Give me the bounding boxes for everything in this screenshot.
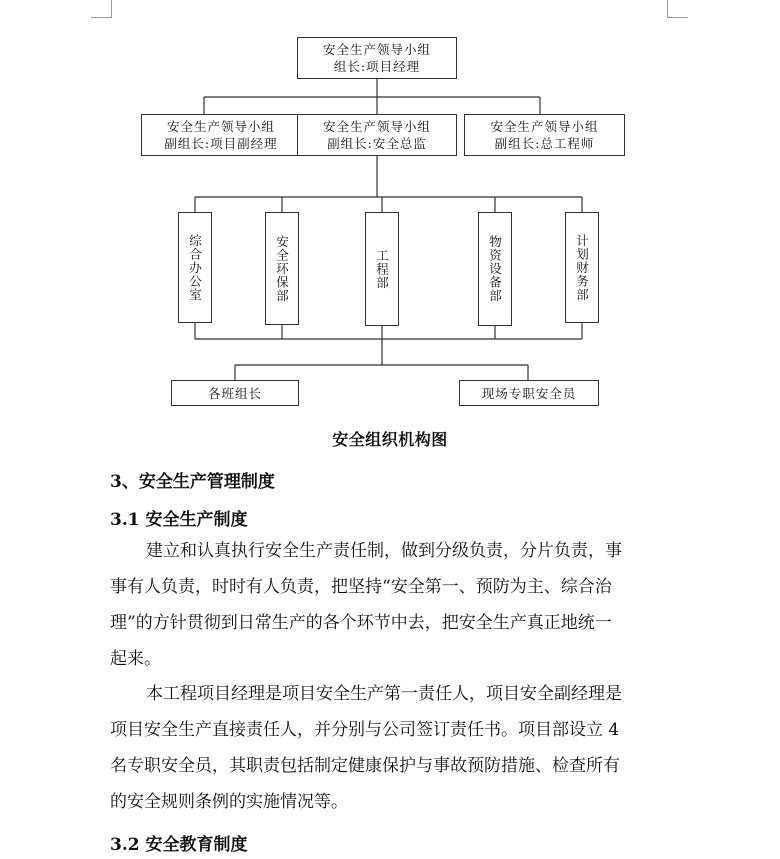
dept-box-4 bbox=[478, 212, 512, 326]
paragraph-2 bbox=[110, 676, 666, 820]
dept-box-2 bbox=[265, 212, 299, 325]
dept-2-label: 安全环保部 bbox=[274, 234, 290, 303]
dept-5-label: 计划财务部 bbox=[574, 233, 590, 302]
section-3-1-heading: 3.1 安全生产制度 bbox=[110, 510, 248, 530]
team-leaders-box bbox=[171, 380, 299, 406]
paragraph-2-line: 项目安全生产直接责任人，并分别与公司签订责任书。项目部设立 4 bbox=[110, 720, 620, 740]
paragraph-1 bbox=[110, 533, 666, 677]
safety-officer-box bbox=[459, 380, 599, 406]
dept-3-label: 工程部 bbox=[374, 248, 390, 290]
deputy-2-line1: 安全生产领导小组 bbox=[322, 119, 431, 134]
deputy-1-line1: 安全生产领导小组 bbox=[166, 119, 275, 134]
paragraph-1-line: 起来。 bbox=[110, 649, 161, 669]
paragraph-2-line: 本工程项目经理是项目安全生产第一责任人，项目安全副经理是 bbox=[146, 684, 622, 704]
dept-1-label: 综合办公室 bbox=[187, 233, 203, 302]
paragraph-1-line: 事有人负责，时时有人负责，把坚持“安全第一、预防为主、综合治 bbox=[110, 577, 612, 597]
leader-line2: 组长:项目经理 bbox=[333, 59, 421, 74]
deputy-3-line2: 副组长:总工程师 bbox=[494, 136, 595, 151]
paragraph-1-line: 建立和认真执行安全生产责任制，做到分级负责，分片负责，事 bbox=[146, 541, 622, 561]
paragraph-2-line: 名专职安全员，其职责包括制定健康保护与事故预防措施、检查所有 bbox=[110, 756, 620, 776]
section-3-2-heading: 3.2 安全教育制度 bbox=[110, 835, 248, 855]
paragraph-2-line: 的安全规则条例的实施情况等。 bbox=[110, 792, 348, 812]
deputy-3-line1: 安全生产领导小组 bbox=[490, 119, 599, 134]
dept-box-5 bbox=[565, 212, 599, 323]
deputy-2-line2: 副组长:安全总监 bbox=[327, 136, 427, 151]
safety-officer-label: 现场专职安全员 bbox=[481, 385, 577, 401]
deputy-box-2 bbox=[297, 114, 457, 156]
org-chart bbox=[0, 0, 780, 420]
deputy-box-3 bbox=[464, 114, 625, 156]
leader-box bbox=[297, 37, 457, 79]
section-3-heading: 3、安全生产管理制度 bbox=[110, 472, 275, 492]
team-leaders-label: 各班组长 bbox=[207, 385, 262, 401]
figure-caption: 安全组织机构图 bbox=[332, 430, 448, 449]
dept-4-label: 物资设备部 bbox=[487, 235, 503, 303]
dept-box-3 bbox=[365, 212, 399, 326]
deputy-1-line2: 副组长:项目副经理 bbox=[164, 136, 278, 151]
dept-box-1 bbox=[178, 212, 212, 323]
deputy-box-1 bbox=[141, 114, 301, 156]
leader-line1: 安全生产领导小组 bbox=[322, 42, 431, 57]
paragraph-1-line: 理”的方针贯彻到日常生产的各个环节中去，把安全生产真正地统一 bbox=[110, 613, 612, 633]
